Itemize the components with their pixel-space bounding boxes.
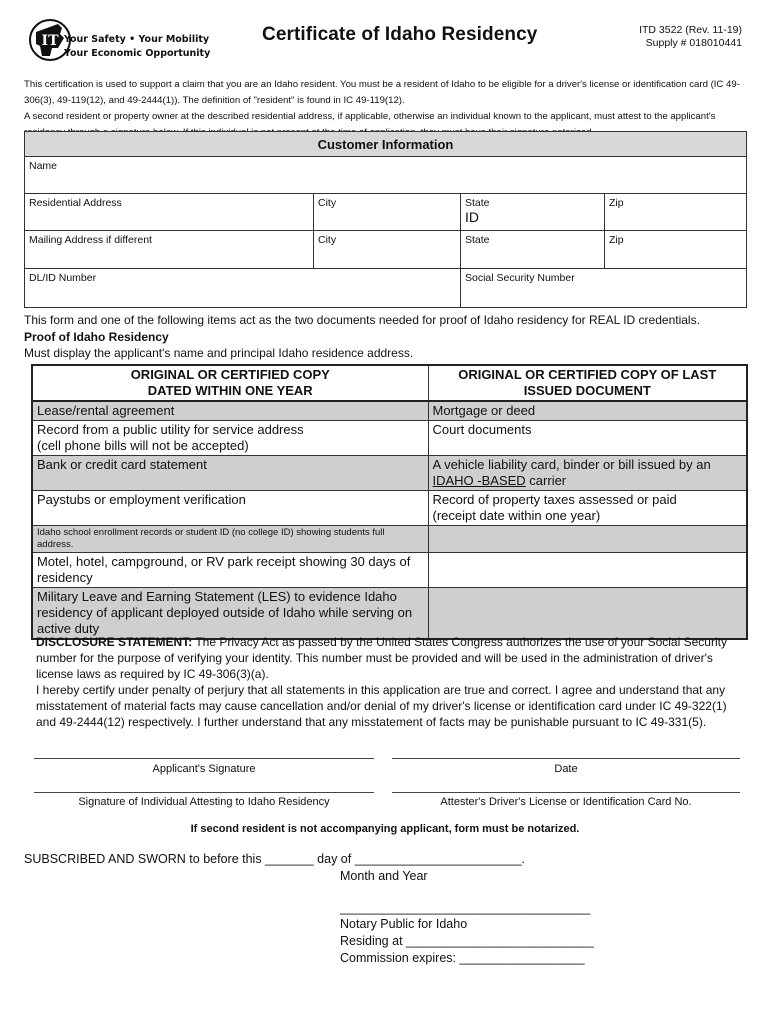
- proof-intro: This form and one of the following items act as the two documents needed for proof of Idaho residency for REAL ID credentials.: [24, 313, 700, 327]
- sworn-statement: SUBSCRIBED AND SWORN to before this _______ day of ________________________.: [24, 852, 526, 866]
- residential-city-field[interactable]: City: [314, 194, 461, 230]
- table-row: Paystubs or employment verification Record of property taxes assessed or paid (receipt date within one year): [32, 491, 747, 526]
- applicant-signature-label: Applicant's Signature: [152, 763, 256, 775]
- attester-id-line[interactable]: [392, 792, 740, 793]
- disclosure-statement: DISCLOSURE STATEMENT: The Privacy Act as passed by the United States Congress authorizes the use of your Social Security number for the purpose of verifying your identity. This number must be provided and will be used in the administration of driver's license laws as required by IC 49-306(3)(a).: [36, 635, 727, 681]
- mailing-city-field[interactable]: City: [314, 231, 461, 268]
- applicant-signature-line[interactable]: [34, 758, 374, 759]
- mailing-address-field[interactable]: Mailing Address if different: [25, 231, 314, 268]
- agency-tagline: Your Safety • Your Mobility Your Economic Opportunity: [64, 34, 211, 59]
- column-header-dated: ORIGINAL OR CERTIFIED COPY DATED WITHIN ONE YEAR: [32, 365, 428, 401]
- svg-text:IT: IT: [41, 33, 59, 49]
- mailing-zip-field[interactable]: Zip: [609, 234, 624, 246]
- mailing-state-field[interactable]: State: [461, 231, 605, 268]
- proof-subtitle: Must display the applicant's name and principal Idaho residence address.: [24, 346, 414, 360]
- page-title: Certificate of Idaho Residency: [262, 24, 538, 45]
- residential-zip-field[interactable]: Zip: [609, 197, 624, 209]
- proof-title: Proof of Idaho Residency: [24, 330, 169, 344]
- customer-info-section: [24, 131, 747, 308]
- table-row: Idaho school enrollment records or student ID (no college ID) showing students full address.: [32, 526, 747, 553]
- customer-info-header: Customer Information: [25, 132, 746, 157]
- attesting-signature-label: Signature of Individual Attesting to Idaho Residency: [78, 796, 330, 808]
- residing-at-field[interactable]: Residing at ___________________________: [340, 934, 594, 948]
- table-row: Bank or credit card statement A vehicle liability card, binder or bill issued by an IDAHO -BASED carrier: [32, 456, 747, 491]
- residential-state-field[interactable]: State ID: [461, 194, 605, 230]
- proof-documents-table: [31, 364, 748, 640]
- table-row: Record from a public utility for service address (cell phone bills will not be accepted) Court documents: [32, 421, 747, 456]
- column-header-last-issued: ORIGINAL OR CERTIFIED COPY OF LAST ISSUED DOCUMENT: [428, 365, 747, 401]
- form-number: ITD 3522 (Rev. 11-19) Supply # 018010441: [639, 24, 742, 49]
- notary-signature-line[interactable]: ____________________________________: [340, 901, 591, 915]
- month-year-label: Month and Year: [340, 869, 428, 883]
- certification-statement: I hereby certify under penalty of perjury that all statements in this application are true and correct. I agree and understand that any misstatement of material facts may cause cancellation and/or denial of my driver's license or identification card under IC 49-322(1) and 49-2444(12) respectively. I further understand that any misstatement of facts may be punishable pursuant to IC 49-331(5).: [36, 683, 727, 729]
- attesting-signature-line[interactable]: [34, 792, 374, 793]
- notarize-note: If second resident is not accompanying applicant, form must be notarized.: [190, 823, 580, 835]
- table-header-row: [32, 365, 747, 401]
- dl-id-number-field[interactable]: DL/ID Number: [25, 269, 461, 307]
- residential-address-field[interactable]: Residential Address: [25, 194, 314, 230]
- ssn-field[interactable]: Social Security Number: [465, 272, 575, 284]
- state-value: ID: [465, 209, 479, 225]
- table-row: Lease/rental agreement Mortgage or deed: [32, 401, 747, 421]
- intro-text: This certification is used to support a claim that you are an Idaho resident. You must be a resident of Idaho to be eligible for a driver's license or identification card (IC 49-306(3), 49-119(12), and 49-2444(1)). The definition of "resident" is found in IC 49-119(12). A second resident or property owner at the described residential address, if applicable, otherwise an individual known to the applicant, must attest to the applicant's: [24, 79, 740, 122]
- table-row: Military Leave and Earning Statement (LES) to evidence Idaho residency of applicant deployed outside of Idaho while serving on active duty: [32, 588, 747, 640]
- date-line[interactable]: [392, 758, 740, 759]
- table-row: Motel, hotel, campground, or RV park receipt showing 30 days of residency: [32, 553, 747, 588]
- name-field[interactable]: Name: [29, 160, 58, 172]
- commission-expires-field[interactable]: Commission expires: __________________: [340, 951, 585, 965]
- notary-public-label: Notary Public for Idaho: [340, 917, 468, 931]
- attester-id-label: Attester's Driver's License or Identification Card No.: [440, 796, 692, 808]
- date-label: Date: [554, 763, 578, 775]
